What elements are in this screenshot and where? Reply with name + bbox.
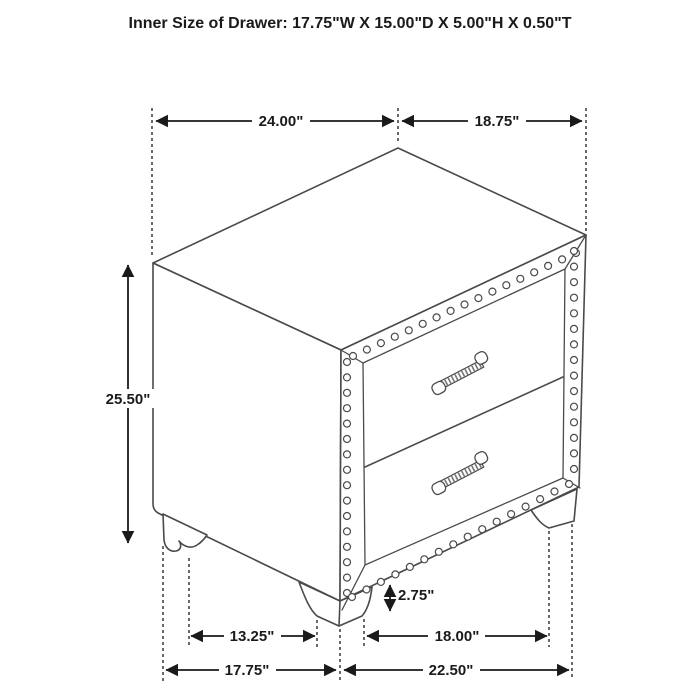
nailhead-stud — [344, 389, 351, 396]
dim-label-top-width: 18.75" — [474, 113, 520, 130]
nailhead-stud — [344, 543, 351, 550]
nailhead-stud — [571, 434, 578, 441]
nailhead-stud — [447, 307, 454, 314]
nailhead-stud — [344, 574, 351, 581]
nailhead-stud — [571, 403, 578, 410]
nailhead-stud — [464, 533, 471, 540]
dim-label-overall-height: 25.50" — [105, 391, 151, 408]
nailhead-stud — [571, 450, 578, 457]
nailhead-stud — [571, 372, 578, 379]
nailhead-stud — [479, 526, 486, 533]
nailhead-stud — [406, 563, 413, 570]
nailhead-stud — [344, 466, 351, 473]
nailhead-stud — [363, 586, 370, 593]
dim-label-leg-span-front: 18.00" — [434, 628, 480, 645]
dim-label-base-depth: 17.75" — [224, 662, 270, 679]
nailhead-stud — [566, 481, 573, 488]
nailhead-stud — [545, 262, 552, 269]
nailhead-stud — [363, 346, 370, 353]
nailhead-stud — [344, 497, 351, 504]
nailhead-stud — [571, 388, 578, 395]
nailhead-stud — [344, 482, 351, 489]
nailhead-stud — [344, 420, 351, 427]
nailhead-stud — [435, 548, 442, 555]
nailhead-stud — [461, 301, 468, 308]
dim-label-top-depth: 24.00" — [258, 113, 304, 130]
nailhead-stud — [537, 496, 544, 503]
nailhead-stud — [450, 541, 457, 548]
nailhead-stud — [344, 374, 351, 381]
nailhead-stud — [344, 359, 351, 366]
nailhead-stud — [475, 295, 482, 302]
corner-leg-edge — [339, 601, 340, 626]
nailhead-stud — [391, 333, 398, 340]
nailhead-stud — [349, 594, 356, 601]
nailhead-stud — [571, 279, 578, 286]
nailhead-stud — [571, 341, 578, 348]
nailhead-stud — [559, 256, 566, 263]
nightstand-drawing — [153, 148, 586, 626]
nailhead-stud — [571, 357, 578, 364]
nailhead-stud — [392, 571, 399, 578]
nailhead-stud — [433, 314, 440, 321]
nailhead-stud — [493, 518, 500, 525]
nailhead-stud — [419, 320, 426, 327]
nailhead-stud — [571, 325, 578, 332]
dim-label-base-width: 22.50" — [428, 662, 474, 679]
nailhead-stud — [571, 248, 578, 255]
nailhead-stud — [405, 327, 412, 334]
nailhead-stud — [350, 353, 357, 360]
nailhead-stud — [344, 559, 351, 566]
nailhead-stud — [377, 578, 384, 585]
nailhead-stud — [522, 503, 529, 510]
nailhead-stud — [344, 513, 351, 520]
nailhead-stud — [503, 282, 510, 289]
nailhead-stud — [551, 488, 558, 495]
page-title: Inner Size of Drawer: 17.75"W X 15.00"D X 5.00"H X 0.50"T — [128, 15, 572, 32]
nailhead-stud — [344, 528, 351, 535]
nailhead-stud — [571, 294, 578, 301]
nailhead-stud — [571, 263, 578, 270]
nailhead-stud — [571, 310, 578, 317]
nailhead-stud — [517, 275, 524, 282]
nailhead-stud — [571, 466, 578, 473]
nailhead-stud — [377, 340, 384, 347]
dim-label-leg-span-side: 13.25" — [229, 628, 275, 645]
dim-label-leg-height: 2.75" — [398, 587, 435, 604]
nailhead-stud — [344, 405, 351, 412]
nailhead-stud — [344, 451, 351, 458]
nailhead-stud — [421, 556, 428, 563]
nailhead-stud — [344, 436, 351, 443]
nailhead-stud — [489, 288, 496, 295]
nailhead-stud — [571, 419, 578, 426]
nailhead-stud — [531, 269, 538, 276]
nailhead-stud — [508, 511, 515, 518]
